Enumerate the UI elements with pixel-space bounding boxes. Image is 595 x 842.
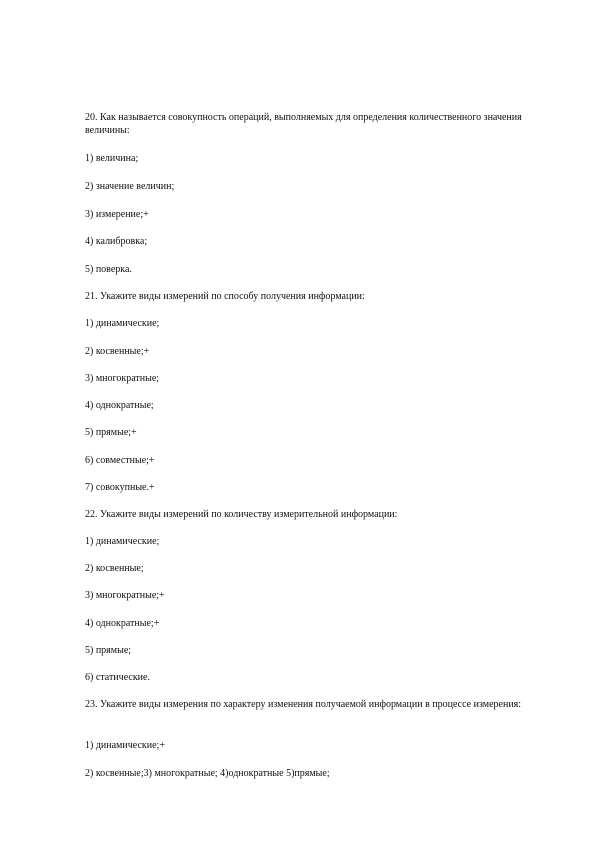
q22-option-1: 1) динамические;: [85, 536, 160, 547]
q21-option-1: 1) динамические;: [85, 318, 160, 329]
q23-option-1: 1) динамические;+: [85, 740, 165, 751]
q22-option-6: 6) статические.: [85, 672, 150, 683]
q22-option-3: 3) многократные;+: [85, 590, 165, 601]
q20-option-3: 3) измерение;+: [85, 209, 149, 220]
q22-option-5: 5) прямые;: [85, 645, 132, 656]
q23-options-2-5: 2) косвенные;3) многократные; 4)однократные 5)прямые;: [85, 768, 330, 779]
q22-option-2: 2) косвенные;: [85, 563, 144, 574]
q20-option-5: 5) поверка.: [85, 264, 132, 275]
question-21: 21. Укажите виды измерений по способу получения информации:: [85, 291, 365, 302]
q20-option-1: 1) величина;: [85, 153, 139, 164]
q20-option-4: 4) калибровка;: [85, 236, 148, 247]
q22-option-4: 4) однократные;+: [85, 618, 160, 629]
q21-option-4: 4) однократные;: [85, 400, 154, 411]
question-22: 22. Укажите виды измерений по количеству измерительной информации:: [85, 509, 398, 520]
q21-option-7: 7) совокупные.+: [85, 482, 155, 493]
q21-option-2: 2) косвенные;+: [85, 346, 150, 357]
question-23: 23. Укажите виды измерения по характеру изменения получаемой информации в процессе измерения:: [85, 699, 522, 710]
q21-option-5: 5) прямые;+: [85, 427, 137, 438]
q21-option-3: 3) многократные;: [85, 373, 160, 384]
q21-option-6: 6) совместные;+: [85, 455, 155, 466]
question-20: 20. Как называется совокупность операций, выполняемых для определения количественного значения величины:: [85, 112, 522, 136]
q20-option-2: 2) значение величин;: [85, 181, 175, 192]
